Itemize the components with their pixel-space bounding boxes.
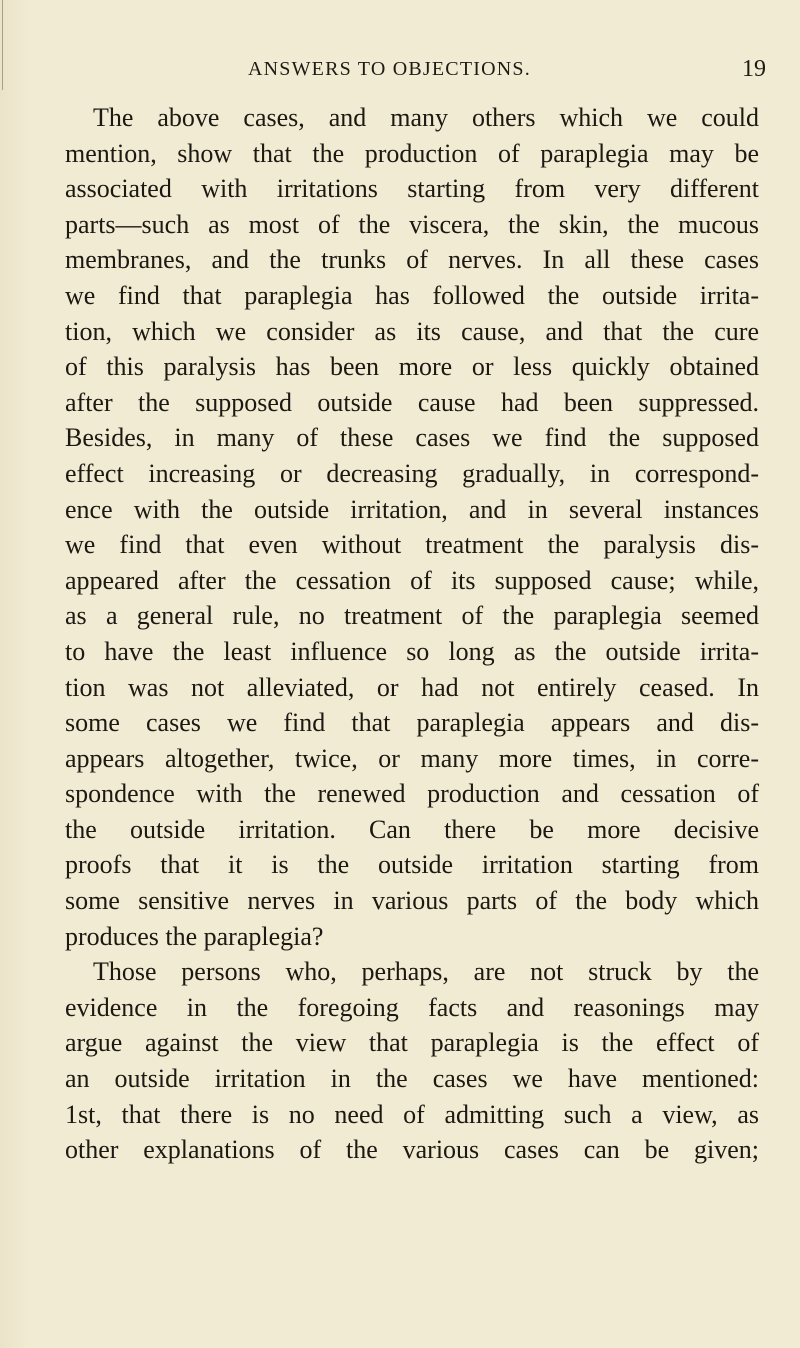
text-line: some cases we find that paraplegia appears and dis- — [65, 708, 759, 738]
text-line: Besides, in many of these cases we find the supposed — [65, 423, 759, 453]
text-line: other explanations of the various cases can be given; — [65, 1135, 759, 1165]
text-line: evidence in the foregoing facts and reasonings may — [65, 992, 759, 1022]
running-head: ANSWERS TO OBJECTIONS. — [248, 58, 531, 80]
text-line: some sensitive nerves in various parts of the body which — [65, 886, 759, 916]
text-line: The above cases, and many others which we could — [93, 103, 759, 132]
text-line: to have the least influence so long as the outside irrita- — [65, 636, 759, 666]
text-line: argue against the view that paraplegia is the effect of — [65, 1028, 759, 1058]
body-text — [65, 100, 759, 1168]
text-line: spondence with the renewed production and cessation of — [65, 779, 759, 809]
text-line: as a general rule, no treatment of the paraplegia seemed — [65, 601, 759, 631]
text-line: appeared after the cessation of its supposed cause; while, — [65, 565, 759, 595]
text-line: mention, show that the production of paraplegia may be — [65, 138, 759, 168]
text-line: membranes, and the trunks of nerves. In all these cases — [65, 245, 759, 275]
text-line: we find that paraplegia has followed the outside irrita- — [65, 280, 759, 310]
text-line: tion, which we consider as its cause, and that the cure — [65, 316, 759, 346]
text-line: parts—such as most of the viscera, the skin, the mucous — [65, 209, 759, 239]
page-number: 19 — [742, 56, 766, 82]
text-line: tion was not alleviated, or had not entirely ceased. In — [65, 672, 759, 702]
text-line: we find that even without treatment the paralysis dis- — [65, 530, 759, 560]
text-line: effect increasing or decreasing gradually, in correspond- — [65, 458, 759, 488]
text-line: associated with irritations starting from very different — [65, 174, 759, 204]
text-line: of this paralysis has been more or less quickly obtained — [65, 352, 759, 382]
text-line: an outside irritation in the cases we have mentioned: — [65, 1064, 759, 1094]
text-line: Those persons who, perhaps, are not struck by the — [93, 957, 759, 987]
text-line: the outside irritation. Can there be more decisive — [65, 814, 759, 844]
text-line: appears altogether, twice, or many more times, in corre- — [65, 743, 759, 773]
page-header — [0, 54, 800, 88]
text-line: produces the paraplegia? — [65, 921, 324, 951]
text-line: proofs that it is the outside irritation starting from — [65, 850, 759, 880]
text-line: ence with the outside irritation, and in several instances — [65, 494, 759, 524]
text-line: 1st, that there is no need of admitting such a view, as — [65, 1099, 759, 1129]
text-line: after the supposed outside cause had been suppressed. — [65, 387, 759, 417]
